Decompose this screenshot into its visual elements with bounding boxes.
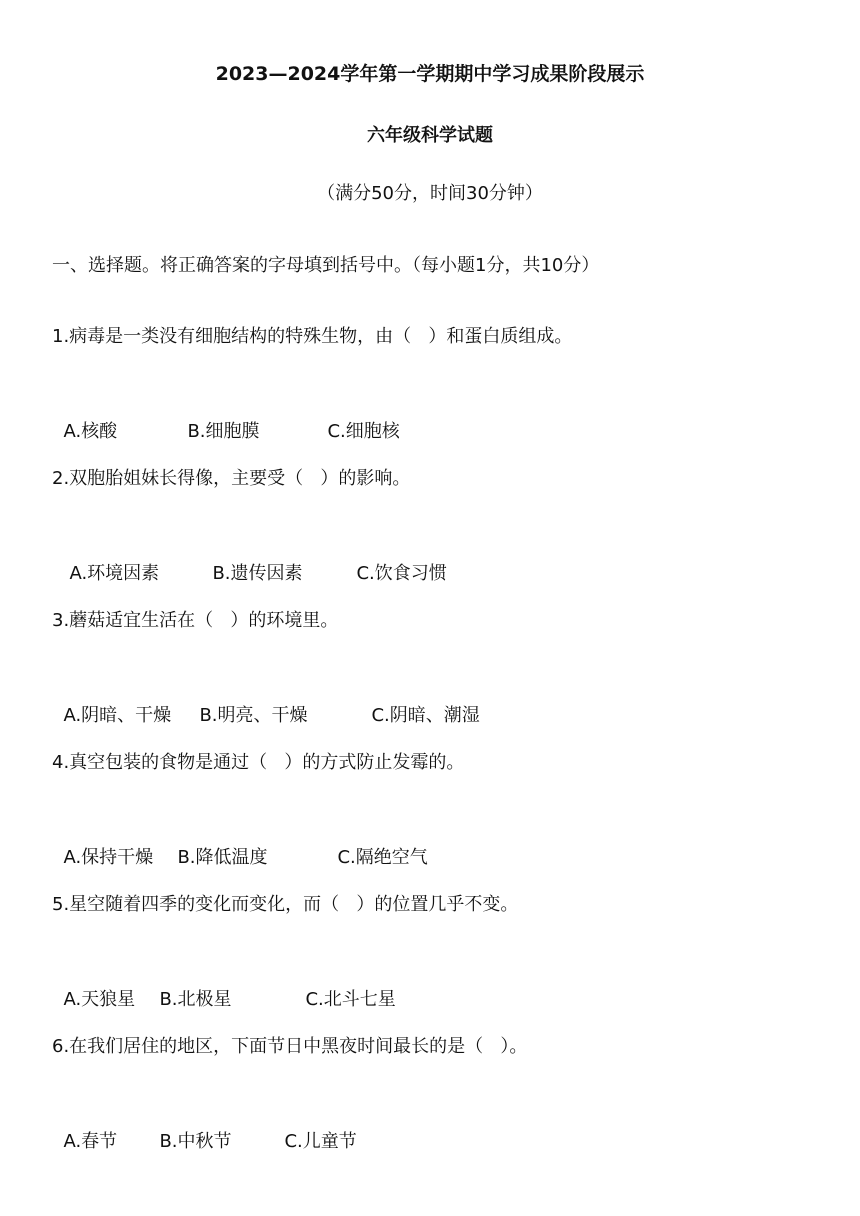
option-c: C.儿童节 — [284, 1131, 357, 1152]
option-c: C.隔绝空气 — [337, 847, 428, 868]
option-a: A.阴暗、干燥 — [63, 705, 172, 726]
option-c: C.北斗七星 — [305, 989, 396, 1010]
option-a: A.保持干燥 — [63, 847, 154, 868]
option-c: C.饮食习惯 — [356, 563, 447, 584]
option-a: A.核酸 — [63, 421, 118, 442]
option-a: A.天狼星 — [63, 989, 136, 1010]
question-4-text: 4.真空包装的食物是通过（ ）的方式防止发霉的。 — [52, 752, 465, 773]
option-a: A.环境因素 — [69, 563, 160, 584]
question-4-options — [52, 822, 428, 870]
question-1-options — [52, 396, 400, 444]
exam-info: （满分50分，时间30分钟） — [317, 183, 543, 204]
option-b: B.北极星 — [159, 989, 232, 1010]
question-6-options — [52, 1106, 357, 1154]
option-c: C.阴暗、潮湿 — [371, 705, 480, 726]
option-b: B.降低温度 — [177, 847, 268, 868]
question-3-text: 3.蘑菇适宜生活在（ ）的环境里。 — [52, 610, 339, 631]
option-a: A.春节 — [63, 1131, 118, 1152]
option-c: C.细胞核 — [327, 421, 400, 442]
question-5-text: 5.星空随着四季的变化而变化，而（ ）的位置几乎不变。 — [52, 894, 519, 915]
section-heading: 一、选择题。将正确答案的字母填到括号中。（每小题1分，共10分） — [52, 255, 600, 276]
question-2-options — [58, 538, 447, 586]
option-b: B.中秋节 — [159, 1131, 232, 1152]
question-1-text: 1.病毒是一类没有细胞结构的特殊生物，由（ ）和蛋白质组成。 — [52, 326, 573, 347]
option-b: B.细胞膜 — [187, 421, 260, 442]
question-6-text: 6.在我们居住的地区，下面节日中黑夜时间最长的是（ ）。 — [52, 1036, 528, 1057]
question-3-options — [52, 680, 480, 728]
option-b: B.明亮、干燥 — [199, 705, 308, 726]
exam-title: 2023—2024学年第一学期期中学习成果阶段展示 — [215, 63, 645, 85]
option-b: B.遗传因素 — [212, 563, 303, 584]
question-5-options — [52, 964, 396, 1012]
exam-subtitle: 六年级科学试题 — [367, 125, 493, 146]
question-2-text: 2.双胞胎姐妹长得像，主要受（ ）的影响。 — [52, 468, 411, 489]
